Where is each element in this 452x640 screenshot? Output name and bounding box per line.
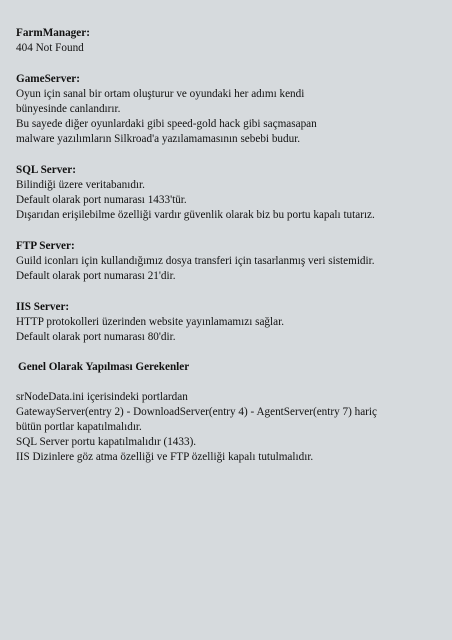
- section-heading: IIS Server:: [16, 300, 70, 313]
- section-line: Bilindiği üzere veritabanıdır.: [16, 179, 145, 191]
- summary-line: IIS Dizinlere göz atma özelliği ve FTP özelliği kapalı tutulmalıdır.: [16, 451, 314, 464]
- section-gameserver: [16, 72, 436, 148]
- section-line: Default olarak port numarası 80'dir.: [16, 331, 176, 343]
- section-heading: SQL Server:: [16, 163, 76, 176]
- section-line: Guild iconları için kullandığımız dosya transferi için tasarlanmış veri sistemidir.: [16, 255, 375, 267]
- summary-line: SQL Server portu kapatılmalıdır (1433).: [16, 436, 197, 449]
- section-line: 404 Not Found: [16, 42, 84, 55]
- summary-heading: Genel Olarak Yapılması Gerekenler: [18, 361, 190, 374]
- section-line: Dışarıdan erişilebilme özelliği vardır güvenlik olarak biz bu portu kapalı tutarız.: [16, 209, 375, 222]
- section-line: HTTP protokolleri üzerinden website yayınlamamızı sağlar.: [16, 315, 285, 328]
- section-line: Default olarak port numarası 1433'tür.: [16, 194, 187, 207]
- summary-line: srNodeData.ini içerisindeki portlardan: [16, 390, 188, 403]
- section-line: Default olarak port numarası 21'dir.: [16, 270, 176, 283]
- section-ftp-server: [16, 239, 436, 285]
- summary-line: bütün portlar kapatılmalıdır.: [16, 421, 142, 433]
- summary-section: [16, 390, 436, 466]
- section-heading: FarmManager:: [16, 27, 90, 39]
- summary-line: GatewayServer(entry 2) - DownloadServer(entry 4) - AgentServer(entry 7) hariç: [16, 405, 377, 418]
- section-line: Oyun için sanal bir ortam oluşturur ve oyundaki her adımı kendi: [16, 87, 305, 100]
- section-iis-server: [16, 300, 436, 346]
- section-sql-server: [16, 163, 436, 224]
- document-content: [16, 26, 436, 481]
- section-heading: GameServer:: [16, 72, 80, 85]
- section-heading: FTP Server:: [16, 239, 75, 252]
- section-line: Bu sayede diğer oyunlardaki gibi speed-gold hack gibi saçmasapan: [16, 118, 317, 131]
- section-line: malware yazılımların Silkroad'a yazılamamasının sebebi budur.: [16, 133, 301, 146]
- section-farmmanager: [16, 26, 436, 56]
- section-line: bünyesinde canlandırır.: [16, 103, 121, 115]
